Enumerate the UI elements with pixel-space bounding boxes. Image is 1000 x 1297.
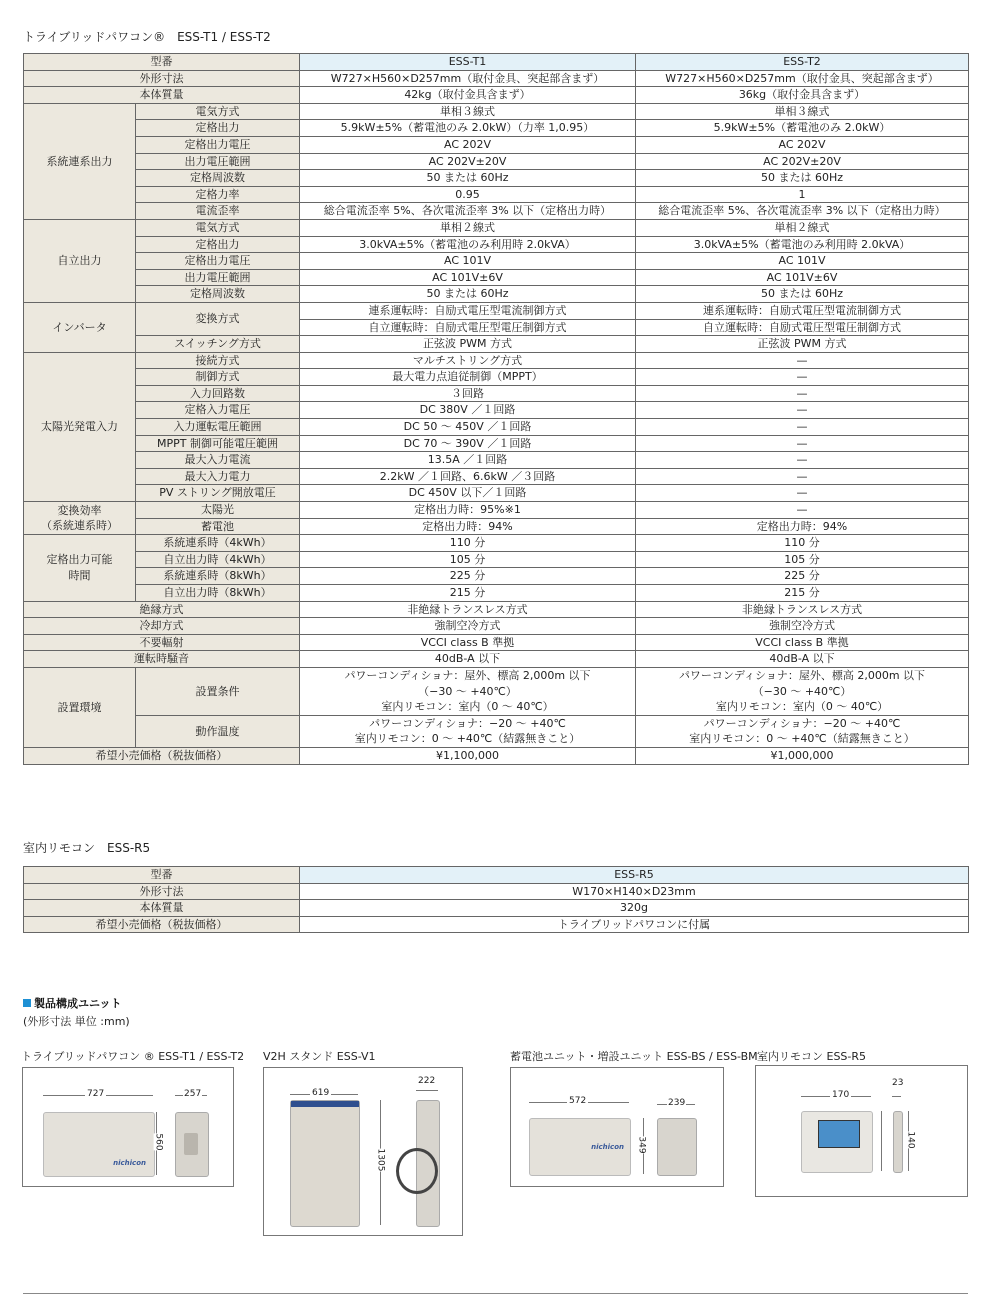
battery-height-dim: 349 — [636, 1136, 647, 1154]
t2-value: 3.0kVA±5%（蓄電池のみ利用時 2.0kVA） — [636, 236, 969, 253]
battery-logo: nichicon — [591, 1143, 624, 1151]
t1-value: 最大電力点追従制御（MPPT） — [300, 369, 636, 386]
t1-value: 自立運転時：自励式電圧型電圧制御方式 — [300, 319, 636, 336]
sub-label: 定格出力 — [136, 236, 300, 253]
t1-value: 105 分 — [300, 551, 636, 568]
t2-value: — — [636, 402, 969, 419]
multiline-text: パワーコンディショナ：屋外、標高 2,000m 以下 — [678, 668, 926, 682]
remote-row-value: トライブリッドパワコンに付属 — [300, 916, 969, 933]
table-row — [24, 747, 969, 764]
t2-value: W727×H560×D257mm（取付金具、突起部含まず） — [636, 70, 969, 87]
row-label: 冷却方式 — [24, 618, 300, 635]
remote-side-illustration — [893, 1111, 903, 1173]
header-ess-t1: ESS-T1 — [300, 54, 636, 71]
t1-value: 2.2kW ／１回路、6.6kW ／３回路 — [300, 468, 636, 485]
t2-value: 正弦波 PWM 方式 — [636, 336, 969, 353]
t1-value: 単相３線式 — [300, 103, 636, 120]
remote-row-label: 希望小売価格（税抜価格） — [24, 916, 300, 933]
t1-price: ¥1,100,000 — [300, 747, 636, 764]
v2h-width-dim: 619 — [312, 1088, 330, 1098]
remote-row-value: 320g — [300, 900, 969, 917]
t1-value: 110 分 — [300, 535, 636, 552]
multiline-text: パワーコンディショナ：屋外、標高 2,000m 以下 — [344, 668, 591, 682]
t1-value: 0.95 — [300, 186, 636, 203]
multiline-text: 室内リモコン：室内（0 ～ 40℃） — [715, 700, 889, 714]
t2-value: — — [636, 435, 969, 452]
multiline-text: 室内リモコン：室内（0 ～ 40℃） — [381, 700, 554, 714]
sub-label: スイッチング方式 — [136, 336, 300, 353]
row-label: 絶縁方式 — [24, 601, 300, 618]
env-label: 設置環境 — [24, 667, 136, 747]
sub-label: 電気方式 — [136, 219, 300, 236]
multiline-text: 室内リモコン：0 ～ +40℃（結露無きこと） — [689, 732, 915, 746]
t2-value: 225 分 — [636, 568, 969, 585]
table-row — [24, 634, 969, 651]
t1-value: W727×H560×D257mm（取付金具、突起部含まず） — [300, 70, 636, 87]
t2-value: 非絶縁トランスレス方式 — [636, 601, 969, 618]
table-row — [24, 883, 969, 900]
sub-label: 定格力率 — [136, 186, 300, 203]
t2-value: 5.9kW±5%（蓄電池のみ 2.0kW） — [636, 120, 969, 137]
t2-value: 定格出力時：94% — [636, 518, 969, 535]
table-row — [24, 236, 969, 253]
t1-value: 定格出力時：94% — [300, 518, 636, 535]
remote-unit-caption: 室内リモコン ESS-R5 — [757, 1050, 867, 1063]
sub-label: 系統連系時（4kWh） — [136, 535, 300, 552]
header-ess-t2: ESS-T2 — [636, 54, 969, 71]
group-label-line: 時間 — [68, 568, 91, 582]
remote-row-label: 型番 — [24, 867, 300, 884]
table-row — [24, 70, 969, 87]
group-label-line: （系統連系時） — [41, 519, 118, 533]
sub-label: 定格出力 — [136, 120, 300, 137]
v2h-unit-caption: V2H スタンド ESS-V1 — [263, 1050, 376, 1063]
table-row — [24, 601, 969, 618]
battery-width-dim: 572 — [569, 1096, 587, 1106]
sub-label: 定格出力電圧 — [136, 136, 300, 153]
sub-label: MPPT 制御可能電圧範囲 — [136, 435, 300, 452]
v2h-depth-dim: 222 — [418, 1076, 436, 1086]
temp-t1 — [300, 715, 636, 747]
pcs-side-illustration — [175, 1112, 209, 1177]
square-bullet-icon — [23, 999, 31, 1007]
group-label — [24, 535, 136, 601]
table-row — [24, 369, 969, 386]
t2-value: — — [636, 369, 969, 386]
t2-value: 215 分 — [636, 585, 969, 602]
pcs-width-dim: 727 — [87, 1089, 105, 1099]
table-row — [24, 667, 969, 715]
remote-spec-table — [23, 866, 969, 933]
install-label: 設置条件 — [136, 667, 300, 715]
t1-value: 42kg（取付金具含まず） — [300, 87, 636, 104]
header-label: 型番 — [24, 54, 300, 71]
t2-value: — — [636, 352, 969, 369]
remote-height-dim: 140 — [905, 1131, 916, 1149]
remote-section-title: 室内リモコン ESS-R5 — [23, 841, 151, 855]
remote-row-label: 本体質量 — [24, 900, 300, 917]
table-row — [24, 618, 969, 635]
t1-value: 40dB-A 以下 — [300, 651, 636, 668]
remote-depth-dim: 23 — [892, 1078, 904, 1088]
t1-value: マルチストリング方式 — [300, 352, 636, 369]
group-label: 太陽光発電入力 — [24, 352, 136, 501]
t2-value: 36kg（取付金具含まず） — [636, 87, 969, 104]
t1-value: 強制空冷方式 — [300, 618, 636, 635]
sub-label: 入力回路数 — [136, 385, 300, 402]
table-row — [24, 103, 969, 120]
group-label: 自立出力 — [24, 219, 136, 302]
t2-value: 50 または 60Hz — [636, 170, 969, 187]
table-row — [24, 585, 969, 602]
table-row — [24, 485, 969, 502]
table-row — [24, 203, 969, 220]
row-label: 本体質量 — [24, 87, 300, 104]
t1-value: 定格出力時：95%※1 — [300, 502, 636, 519]
t1-value: VCCI class B 準拠 — [300, 634, 636, 651]
t1-value: 50 または 60Hz — [300, 170, 636, 187]
table-row — [24, 518, 969, 535]
table-row — [24, 54, 969, 71]
t1-value: 連系運転時：自励式電圧型電流制御方式 — [300, 302, 636, 319]
sub-label: 自立出力時（4kWh） — [136, 551, 300, 568]
t1-value: DC 50 ～ 450V ／１回路 — [300, 419, 636, 436]
sub-label: 出力電圧範囲 — [136, 153, 300, 170]
group-label-line: 定格出力可能 — [46, 553, 113, 567]
t2-value: — — [636, 385, 969, 402]
t1-value: 225 分 — [300, 568, 636, 585]
table-row — [24, 651, 969, 668]
pcs-height-dim: 560 — [153, 1133, 164, 1151]
t2-value: — — [636, 485, 969, 502]
battery-front-illustration — [529, 1118, 631, 1176]
sub-label: 接続方式 — [136, 352, 300, 369]
sub-label: 蓄電池 — [136, 518, 300, 535]
table-row — [24, 302, 969, 319]
units-heading: 製品構成ユニット — [23, 995, 122, 1011]
t2-value: 単相３線式 — [636, 103, 969, 120]
remote-row-value: W170×H140×D23mm — [300, 883, 969, 900]
t1-value: 50 または 60Hz — [300, 286, 636, 303]
sub-label: 定格入力電圧 — [136, 402, 300, 419]
sub-label: 定格周波数 — [136, 286, 300, 303]
t1-value: 総合電流歪率 5%、各次電流歪率 3% 以下（定格出力時） — [300, 203, 636, 220]
table-row — [24, 87, 969, 104]
battery-unit-figure — [510, 1067, 724, 1187]
sub-label: 定格周波数 — [136, 170, 300, 187]
sub-label: 電気方式 — [136, 103, 300, 120]
v2h-unit-figure — [263, 1067, 463, 1236]
sub-label: 電流歪率 — [136, 203, 300, 220]
table-row — [24, 352, 969, 369]
table-row — [24, 402, 969, 419]
install-t1 — [300, 667, 636, 715]
t2-value: 1 — [636, 186, 969, 203]
t2-value: 連系運転時：自励式電圧型電流制御方式 — [636, 302, 969, 319]
t2-value: 40dB-A 以下 — [636, 651, 969, 668]
sub-label: 自立出力時（8kWh） — [136, 585, 300, 602]
t2-value: VCCI class B 準拠 — [636, 634, 969, 651]
t1-value: 正弦波 PWM 方式 — [300, 336, 636, 353]
t2-value: 105 分 — [636, 551, 969, 568]
table-row — [24, 715, 969, 747]
t1-value: ３回路 — [300, 385, 636, 402]
temp-t2 — [636, 715, 969, 747]
t2-value: 110 分 — [636, 535, 969, 552]
table-row — [24, 419, 969, 436]
t1-value: 13.5A ／１回路 — [300, 452, 636, 469]
t2-value: — — [636, 468, 969, 485]
t2-value: AC 202V±20V — [636, 153, 969, 170]
table-row — [24, 551, 969, 568]
table-row — [24, 435, 969, 452]
table-row — [24, 136, 969, 153]
table-row — [24, 385, 969, 402]
multiline-text: 室内リモコン：0 ～ +40℃（結露無きこと） — [354, 732, 581, 746]
t2-value: — — [636, 452, 969, 469]
remote-front-illustration — [801, 1111, 873, 1173]
t1-value: AC 101V — [300, 253, 636, 270]
pcs-depth-dim: 257 — [184, 1089, 202, 1099]
table-row — [24, 468, 969, 485]
price-label: 希望小売価格（税抜価格） — [24, 747, 300, 764]
v2h-front-illustration — [290, 1100, 360, 1227]
units-note: (外形寸法 単位 :mm) — [23, 1015, 130, 1028]
remote-width-dim: 170 — [832, 1090, 850, 1100]
pcs-unit-caption: トライブリッドパワコン ® ESS-T1 / ESS-T2 — [21, 1050, 245, 1063]
pcs-section-title: トライブリッドパワコン® ESS-T1 / ESS-T2 — [23, 30, 271, 44]
t2-price: ¥1,000,000 — [636, 747, 969, 764]
t2-value: 強制空冷方式 — [636, 618, 969, 635]
sub-label: 最大入力電流 — [136, 452, 300, 469]
table-row — [24, 867, 969, 884]
group-label: インバータ — [24, 302, 136, 352]
sub-label: 系統連系時（8kWh） — [136, 568, 300, 585]
t1-value: DC 70 ～ 390V ／１回路 — [300, 435, 636, 452]
t1-value: 5.9kW±5%（蓄電池のみ 2.0kW）（力率 1,0.95） — [300, 120, 636, 137]
t2-value: AC 101V — [636, 253, 969, 270]
multiline-text: （−30 ～ +40℃） — [752, 684, 852, 698]
table-row — [24, 286, 969, 303]
table-row — [24, 502, 969, 519]
multiline-text: パワーコンディショナ：−20 ～ +40℃ — [703, 716, 901, 730]
t2-value: 50 または 60Hz — [636, 286, 969, 303]
battery-depth-dim: 239 — [668, 1098, 686, 1108]
remote-row-value: ESS-R5 — [300, 867, 969, 884]
table-row — [24, 186, 969, 203]
t1-value: 非絶縁トランスレス方式 — [300, 601, 636, 618]
table-row — [24, 253, 969, 270]
table-row — [24, 452, 969, 469]
bottom-rule — [23, 1293, 968, 1294]
t2-value: 自立運転時：自励式電圧型電圧制御方式 — [636, 319, 969, 336]
group-label: 系統連系出力 — [24, 103, 136, 219]
t1-value: AC 202V — [300, 136, 636, 153]
table-row — [24, 170, 969, 187]
pcs-spec-table — [23, 53, 969, 765]
t1-value: 215 分 — [300, 585, 636, 602]
sub-label: 最大入力電力 — [136, 468, 300, 485]
v2h-height-dim: 1305 — [375, 1148, 386, 1172]
table-row — [24, 269, 969, 286]
pcs-logo: nichicon — [113, 1159, 146, 1167]
sub-label: 出力電圧範囲 — [136, 269, 300, 286]
row-label: 外形寸法 — [24, 70, 300, 87]
t2-value: 単相２線式 — [636, 219, 969, 236]
t1-value: DC 380V ／１回路 — [300, 402, 636, 419]
table-row — [24, 336, 969, 353]
sub-label: 変換方式 — [136, 302, 300, 335]
t2-value: — — [636, 419, 969, 436]
sub-label: 太陽光 — [136, 502, 300, 519]
group-label — [24, 502, 136, 535]
table-row — [24, 916, 969, 933]
t1-value: 単相２線式 — [300, 219, 636, 236]
t2-value: AC 101V±6V — [636, 269, 969, 286]
t1-value: 3.0kVA±5%（蓄電池のみ利用時 2.0kVA） — [300, 236, 636, 253]
battery-side-illustration — [657, 1118, 697, 1176]
sub-label: PV ストリング開放電圧 — [136, 485, 300, 502]
t2-value: 総合電流歪率 5%、各次電流歪率 3% 以下（定格出力時） — [636, 203, 969, 220]
remote-unit-figure — [755, 1065, 968, 1197]
t1-value: DC 450V 以下／１回路 — [300, 485, 636, 502]
pcs-unit-figure — [22, 1067, 234, 1187]
multiline-text: （−30 ～ +40℃） — [418, 684, 517, 698]
temp-label: 動作温度 — [136, 715, 300, 747]
battery-unit-caption: 蓄電池ユニット・増設ユニット ESS-BS / ESS-BM — [510, 1050, 758, 1063]
t2-value: AC 202V — [636, 136, 969, 153]
table-row — [24, 219, 969, 236]
sub-label: 定格出力電圧 — [136, 253, 300, 270]
sub-label: 制御方式 — [136, 369, 300, 386]
row-label: 不要輻射 — [24, 634, 300, 651]
sub-label: 入力運転電圧範囲 — [136, 419, 300, 436]
table-row — [24, 900, 969, 917]
t2-value: — — [636, 502, 969, 519]
table-row — [24, 535, 969, 552]
t1-value: AC 101V±6V — [300, 269, 636, 286]
t1-value: AC 202V±20V — [300, 153, 636, 170]
remote-row-label: 外形寸法 — [24, 883, 300, 900]
row-label: 運転時騒音 — [24, 651, 300, 668]
table-row — [24, 153, 969, 170]
group-label-line: 変換効率 — [57, 503, 102, 517]
multiline-text: パワーコンディショナ：−20 ～ +40℃ — [369, 716, 566, 730]
table-row — [24, 568, 969, 585]
table-row — [24, 120, 969, 137]
pcs-front-illustration — [43, 1112, 155, 1177]
install-t2 — [636, 667, 969, 715]
